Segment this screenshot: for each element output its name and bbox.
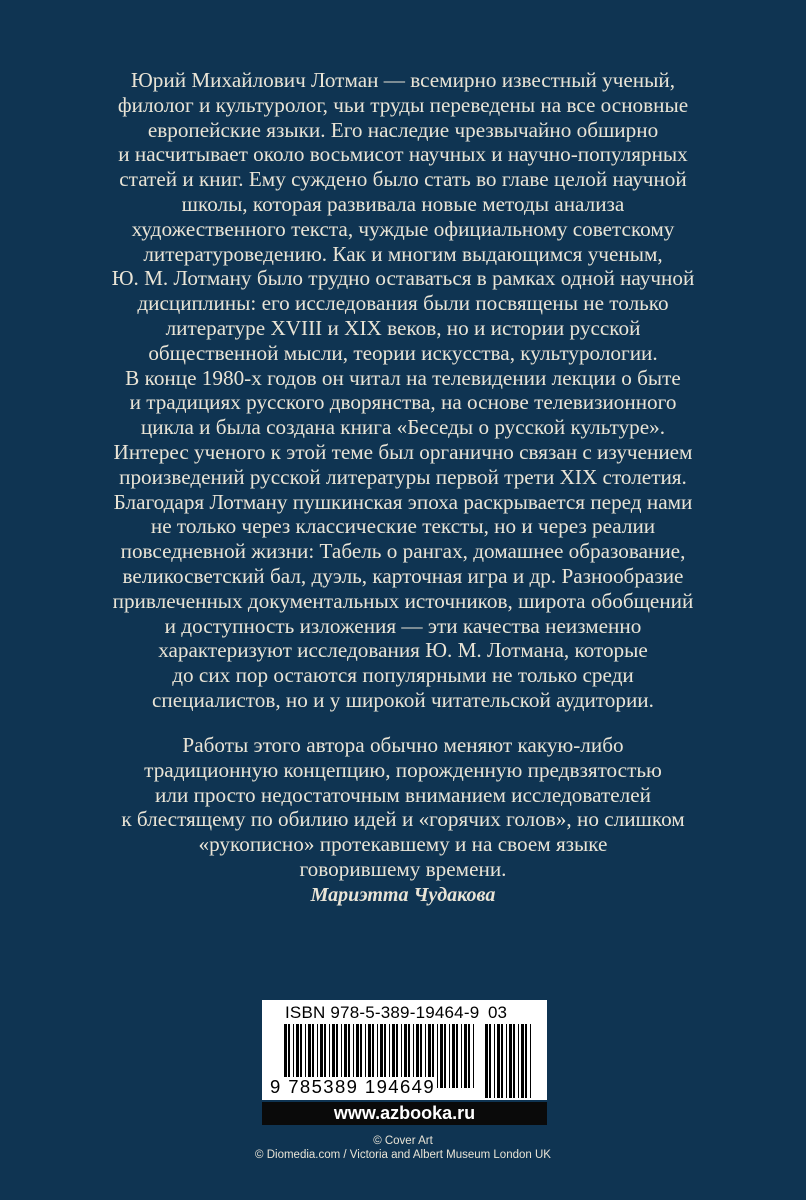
quote-line: Работы этого автора обычно меняют какую-либо <box>182 733 624 757</box>
annotation-line: школы, которая развивала новые методы анализа <box>181 191 625 216</box>
credit-line: © Diomedia.com / Victoria and Albert Museum London UK <box>255 1149 551 1161</box>
annotation-line: литературоведению. Как и многим выдающимся ученым, <box>143 241 663 266</box>
cover-credits <box>0 1134 806 1162</box>
quote-line: или просто недостаточным вниманием исследователей <box>155 782 651 807</box>
annotation-line: цикла и была создана книга «Беседы о русской культуре». <box>140 415 666 440</box>
annotation-line: до сих пор остаются популярными не только среди <box>172 663 634 688</box>
annotation-line: дисциплины: его исследования были посвящены не только <box>137 291 669 316</box>
annotation-line: и традициях русского дворянства, на основе телевизионного <box>129 390 677 415</box>
annotation-line: художественного текста, чуждые официальному советскому <box>131 216 675 241</box>
annotation-line: повседневной жизни: Табель о рангах, домашнее образование, <box>120 539 686 564</box>
quote-line: «рукописно» протекавшему и на своем языке <box>198 832 608 857</box>
annotation-line: не только через классические тексты, но и через реалии <box>150 514 656 539</box>
annotation-line: европейские языки. Его наследие чрезвычайно обширно <box>147 117 659 142</box>
annotation-line: литературе XVIII и XIX веков, но и истории русской <box>165 315 641 340</box>
annotation-line: Юрий Михайлович Лотман — всемирно известный ученый, <box>130 68 675 92</box>
quote-author: Мариэтта Чудакова <box>310 884 496 906</box>
annotation-line: и доступность изложения — эти качества неизменно <box>164 613 642 638</box>
quote-text <box>0 733 806 882</box>
isbn-barcode <box>262 1000 547 1100</box>
annotation-line: характеризуют исследования Ю. М. Лотмана, которые <box>158 638 648 663</box>
annotation-line: специалистов, но и у широкой читательской аудитории. <box>152 687 654 712</box>
annotation-line: великосветский бал, дуэль, карточная игра и др. Разнообразие <box>122 563 684 588</box>
annotation-line: В конце 1980-х годов он читал на телевидении лекции о быте <box>125 365 681 390</box>
annotation-text <box>0 68 806 713</box>
annotation-line: филолог и культуролог, чьи труды переведены на все основные <box>117 92 689 117</box>
isbn-addon: 03 <box>488 1003 507 1022</box>
annotation-line: произведений русской литературы первой трети XIX столетия. <box>119 464 687 489</box>
annotation-line: Интерес ученого к этой теме был органично связан с изучением <box>113 439 693 464</box>
annotation-line: статей и книг. Ему суждено было стать во главе целой научной <box>119 167 687 192</box>
annotation-line: Благодаря Лотману пушкинская эпоха раскрывается перед нами <box>113 489 693 514</box>
quote-line: традиционную концепцию, порожденную предвзятостью <box>144 757 662 782</box>
isbn-label: ISBN 978-5-389-19464-9 <box>285 1003 480 1022</box>
annotation-line: привлеченных документальных источников, широта обобщений <box>112 588 694 613</box>
annotation-line: и насчитывает около восьмисот научных и научно-популярных <box>118 142 688 167</box>
annotation-line: Ю. М. Лотману было трудно оставаться в рамках одной научной <box>111 266 695 291</box>
credit-line: © Cover Art <box>373 1135 433 1147</box>
quote-line: к блестящему по обилию идей и «горячих голов», но слишком <box>121 807 685 832</box>
annotation-line: общественной мысли, теории искусства, культурологии. <box>148 340 658 365</box>
barcode-digits: 9 785389 194649 <box>270 1076 436 1097</box>
quote-line: говорившему времени. <box>299 856 507 881</box>
publisher-website: www.azbooka.ru <box>262 1102 547 1125</box>
